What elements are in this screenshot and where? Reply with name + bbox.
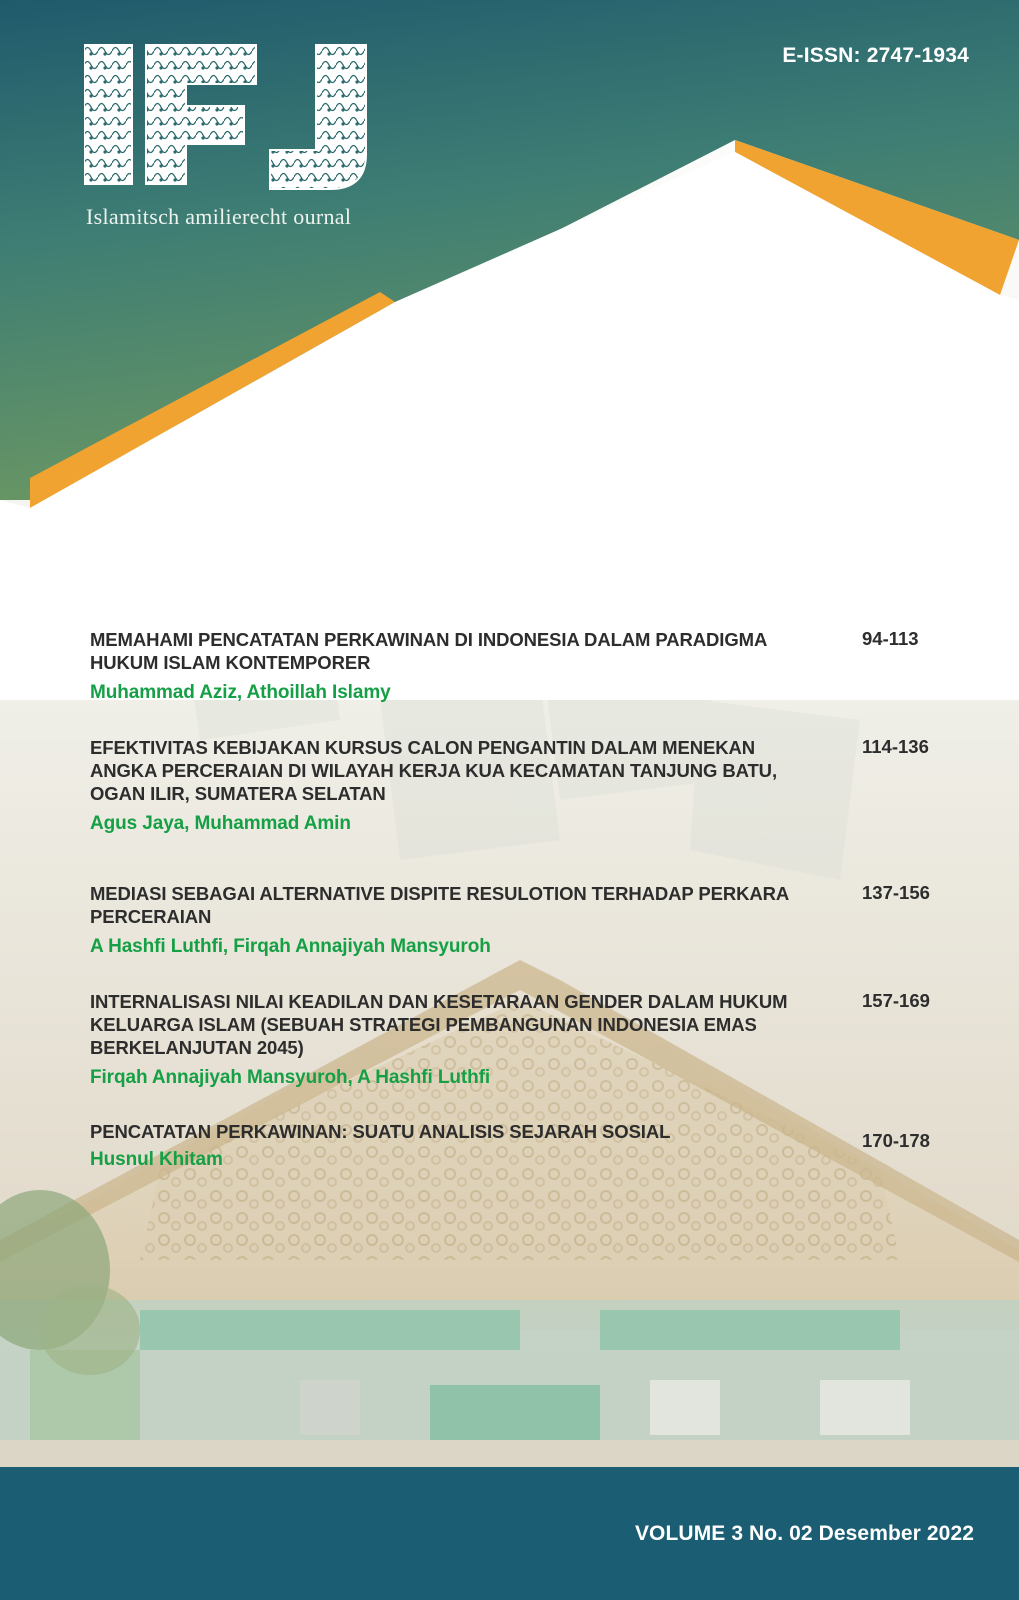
journal-tagline: Islamitsch amilierecht ournal — [86, 204, 352, 229]
article-title[interactable]: MEDIASI SEBAGAI ALTERNATIVE DISPITE RESULOTION TERHADAP PERKARA PERCERAIAN — [90, 883, 789, 927]
article-authors: Muhammad Aziz, Athoillah Islamy — [90, 682, 391, 703]
article-authors: A Hashfi Luthfi, Firqah Annajiyah Mansyuroh — [90, 936, 491, 957]
journal-logo — [84, 44, 384, 244]
volume-issue-label: VOLUME 3 No. 02 Desember 2022 — [634, 1522, 974, 1545]
ifj-logo-icon — [84, 44, 374, 194]
article-pages: 137-156 — [862, 882, 930, 903]
article-title[interactable]: INTERNALISASI NILAI KEADILAN DAN KESETARAAN GENDER DALAM HUKUM KELUARGA ISLAM (SEBUAH STRATEGI PEMBANGUNAN INDONESIA EMAS BERKELANJUTAN 2045) — [90, 991, 788, 1058]
article-pages: 114-136 — [862, 736, 929, 757]
article-title[interactable]: EFEKTIVITAS KEBIJAKAN KURSUS CALON PENGANTIN DALAM MENEKAN ANGKA PERCERAIAN DI WILAYAH KERJA KUA KECAMATAN TANJUNG BATU, OGAN ILIR, SUMATERA SELATAN — [90, 737, 777, 804]
article-entry[interactable] — [90, 628, 919, 704]
article-title[interactable]: PENCATATAN PERKAWINAN: SUATU ANALISIS SEJARAH SOSIAL — [90, 1121, 671, 1142]
article-pages: 170-178 — [862, 1130, 930, 1151]
article-authors: Husnul Khitam — [90, 1149, 223, 1170]
article-pages: 157-169 — [862, 990, 930, 1011]
article-authors: Agus Jaya, Muhammad Amin — [90, 813, 351, 834]
article-entry[interactable] — [90, 1120, 930, 1171]
issn-label: E-ISSN: 2747-1934 — [782, 44, 969, 67]
article-entry[interactable] — [90, 882, 930, 958]
article-authors: Firqah Annajiyah Mansyuroh, A Hashfi Luthfi — [90, 1067, 490, 1088]
article-entry[interactable] — [90, 736, 929, 835]
article-pages: 94-113 — [862, 628, 919, 649]
article-title[interactable]: MEMAHAMI PENCATATAN PERKAWINAN DI INDONESIA DALAM PARADIGMA HUKUM ISLAM KONTEMPORER — [90, 629, 767, 673]
article-entry[interactable] — [90, 990, 930, 1089]
